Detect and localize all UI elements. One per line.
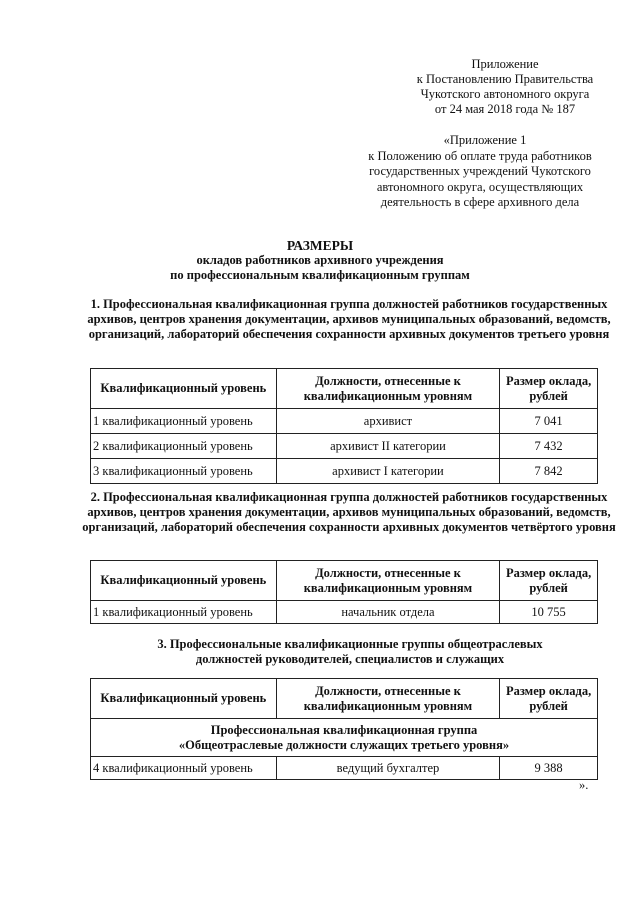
table-header-row bbox=[91, 369, 598, 409]
title-line: окладов работников архивного учреждения bbox=[196, 253, 444, 267]
closing-quote: ». bbox=[579, 778, 589, 792]
column-header-salary: Размер оклада, рублей bbox=[500, 679, 598, 719]
group-header-line: «Общеотраслевые должности служащих третьего уровня» bbox=[178, 737, 510, 752]
group-header bbox=[91, 719, 598, 757]
table-header-row bbox=[91, 561, 598, 601]
section-2-title: 2. Профессиональная квалификационная группа должностей работников государственных архивов, центров хранения документации, архивов муниципальных образований, ведомств, организаций, лабораторий обеспечения сохранности архивных документов четвёртого уровня bbox=[82, 490, 616, 534]
table-row bbox=[91, 409, 598, 434]
column-header-positions: Должности, отнесенные к квалификационным уровням bbox=[276, 679, 500, 719]
column-header-positions: Должности, отнесенные к квалификационным уровням bbox=[276, 561, 500, 601]
cell-position: начальник отдела bbox=[276, 601, 500, 624]
column-header-salary: Размер оклада, рублей bbox=[500, 561, 598, 601]
attachment-line: от 24 мая 2018 года № 187 bbox=[434, 102, 576, 116]
title-main: РАЗМЕРЫ bbox=[286, 238, 354, 253]
table-row bbox=[91, 757, 598, 780]
cell-position: ведущий бухгалтер bbox=[276, 757, 500, 780]
column-header-salary: Размер оклада, рублей bbox=[500, 369, 598, 409]
attachment-1-line: деятельность в сфере архивного дела bbox=[380, 195, 580, 209]
section-3-table bbox=[90, 678, 598, 780]
attachment-1-line: к Положению об оплате труда работников bbox=[368, 148, 592, 163]
group-header-row bbox=[91, 719, 598, 757]
cell-level: 1 квалификационный уровень bbox=[91, 601, 277, 624]
cell-level: 2 квалификационный уровень bbox=[91, 434, 277, 459]
table-header-row bbox=[91, 679, 598, 719]
cell-salary: 9 388 bbox=[500, 757, 598, 780]
attachment-line: к Постановлению Правительства bbox=[416, 72, 594, 86]
attachment-header bbox=[380, 57, 630, 117]
cell-salary: 10 755 bbox=[500, 601, 598, 624]
attachment-1-line: автономного округа, осуществляющих bbox=[376, 179, 584, 194]
table-row bbox=[91, 434, 598, 459]
column-header-level: Квалификационный уровень bbox=[91, 561, 277, 601]
table-row bbox=[91, 601, 598, 624]
attachment-1-line: «Приложение 1 bbox=[443, 133, 527, 147]
table-row bbox=[91, 459, 598, 484]
document-title bbox=[0, 238, 640, 283]
attachment-1-line: государственных учреждений Чукотского bbox=[369, 164, 591, 178]
cell-level: 1 квалификационный уровень bbox=[91, 409, 277, 434]
section-1-title: 1. Профессиональная квалификационная группа должностей работников государственных архивов, центров хранения документации, архивов муниципальных образований, ведомств, организаций, лабораторий обеспечения сохранности архивных документов третьего уровня bbox=[87, 297, 611, 341]
cell-level: 4 квалификационный уровень bbox=[91, 757, 277, 780]
cell-position: архивист II категории bbox=[276, 434, 500, 459]
column-header-positions: Должности, отнесенные к квалификационным уровням bbox=[276, 369, 500, 409]
attachment-line: Приложение bbox=[471, 57, 539, 71]
column-header-level: Квалификационный уровень bbox=[91, 369, 277, 409]
section-2-table bbox=[90, 560, 598, 624]
cell-level: 3 квалификационный уровень bbox=[91, 459, 277, 484]
group-header-line: Профессиональная квалификационная группа bbox=[210, 722, 478, 737]
cell-position: архивист I категории bbox=[276, 459, 500, 484]
column-header-level: Квалификационный уровень bbox=[91, 679, 277, 719]
title-line: по профессиональным квалификационным группам bbox=[170, 268, 470, 282]
cell-salary: 7 041 bbox=[500, 409, 598, 434]
section-1-table bbox=[90, 368, 598, 484]
cell-salary: 7 842 bbox=[500, 459, 598, 484]
attachment-1-header bbox=[345, 133, 615, 211]
section-3-title: 3. Профессиональные квалификационные группы общеотраслевых должностей руководителей, специалистов и служащих bbox=[157, 637, 543, 666]
cell-salary: 7 432 bbox=[500, 434, 598, 459]
attachment-line: Чукотского автономного округа bbox=[420, 87, 590, 101]
cell-position: архивист bbox=[276, 409, 500, 434]
